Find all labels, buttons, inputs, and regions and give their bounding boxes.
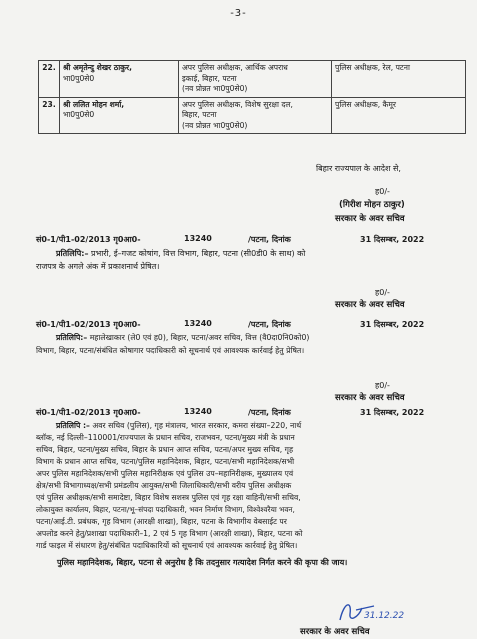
copy-text: विभाग, बिहार, पटना/संबंधित कोषागार पदाधिकारी को सूचनार्थ एवं आवश्यक कार्रवाई हेतु प्रेषित। [36,346,305,355]
memo-number: 13240 [184,234,212,243]
memo-number: 13240 [184,407,212,416]
copy-label: प्रतिलिपि:– महालेखाकार (ले0 एवं ह0), बिहार, पटना/अवर सचिव, वित्त (वै0दा0नि0को0) [56,333,310,342]
new-posting: पुलिस अधीक्षक, कैमूर [332,97,466,134]
copy-label: प्रतिलिपि:– प्रभारी, ई–गजट कोषांग, वित्त विभाग, बिहार, पटना (सी0डी0 के साथ) को [56,249,306,258]
signatory-name: (गिरीश मोहन ठाकुर) [339,200,405,210]
signatory-designation: सरकार के अवर सचिव [300,627,370,637]
memo-date: 31 दिसम्बर, 2022 [360,408,425,417]
handwritten-date: 31.12.22 [364,611,405,621]
new-posting: पुलिस अधीक्षक, रेल, पटना [332,61,466,98]
copy-text: अपर पुलिस महानिदेशक/सभी पुलिस महानिरीक्षक एवं पुलिस उप–महानिरीक्षक, मुख्यालय एवं [36,469,294,478]
officer-name: श्री अमृतेन्दु शेखर ठाकुर, भा0पु0से0 [60,61,179,98]
copy-text: विभाग के प्रधान आप्त सचिव, पटना/पुलिस महानिदेशक, बिहार, पटना/सभी महानिदेशक/सभी [36,457,295,466]
table-row [39,61,466,98]
memo-ref: सं0-1/पी1-02/2013 गृ0आ0- [36,408,141,417]
officer-name: श्री ललित मोहन शर्मा, भा0पु0से0 [60,97,179,134]
page-number: -3- [230,8,247,19]
row-number: 22. [39,61,60,98]
memo-place: /पटना, दिनांक [248,320,291,329]
memo-ref: सं0-1/पी1-02/2013 गृ0आ0- [36,320,141,329]
signatory-designation: सरकार के अवर सचिव [335,214,405,224]
memo-number: 13240 [184,319,212,328]
memo-place: /पटना, दिनांक [248,235,291,244]
signatory-designation: सरकार के अवर सचिव [335,393,405,403]
copy-text: राजपत्र के अगले अंक में प्रकाशनार्थ प्रेषित। [36,262,160,271]
copy-text: क्षेत्र/सभी विभागाध्यक्ष/सभी प्रमंडलीय आयुक्त/सभी जिलाधिकारी/सभी वरीय पुलिस अधीक्षक [36,481,292,490]
memo-date: 31 दिसम्बर, 2022 [360,235,425,244]
table-row [39,97,466,134]
copy-text: अपलोड करने हेतु/प्रशाखा पदाधिकारी–1, 2 एवं 5 गृह विभाग (आरक्षी शाखा), बिहार, पटना को [36,529,303,538]
copy-text: पटना/आई.टी. प्रबंधक, गृह विभाग (आरक्षी शाखा), बिहार, पटना के विभागीय वेबसाईट पर [36,517,287,526]
copy-text: गार्ड फाइल में संधारण हेतु/संबंधित पदाधिकारियों को सूचनार्थ एवं आवश्यक कार्रवाई हेतु प्रेषित। [36,541,298,550]
memo-date: 31 दिसम्बर, 2022 [360,320,425,329]
posting-table [38,60,466,134]
row-number: 23. [39,97,60,134]
signed-mark: ह0/- [375,288,390,297]
current-post: अपर पुलिस अधीक्षक, आर्थिक अपराध इकाई, बिहार, पटना (नव प्रोन्नत भा0पु0से0) [179,61,332,98]
handwritten-signature [334,596,414,626]
copy-text: सचिव, बिहार, पटना/मुख्य सचिव, बिहार के प्रधान आप्त सचिव, पटना/अपर मुख्य सचिव, गृह [36,445,294,454]
closing-request: पुलिस महानिदेशक, बिहार, पटना से अनुरोध है कि तदनुसार गत्यादेश निर्गत करने की कृपा की जाय। [57,558,348,567]
copy-label: प्रतिलिपि :– अवर सचिव (पुलिस), गृह मंत्रालय, भारत सरकार, कमरा संख्या–220, नार्थ [56,421,302,430]
current-post: अपर पुलिस अधीक्षक, विशेष सुरक्षा दल, बिहार, पटना (नव प्रोन्नत भा0पु0से0) [179,97,332,134]
signed-mark: ह0/- [375,187,390,196]
signed-mark: ह0/- [375,381,390,390]
copy-text: लोकायुक्त कार्यालय, बिहार, पटना/भू–संपदा पदाधिकारी, भवन निर्माण विभाग, विश्वेश्वरैया भवन, [36,505,295,514]
copy-text: एवं पुलिस अधीक्षक/सभी समादेष्टा, बिहार विशेष सशस्त्र पुलिस एवं गृह रक्षा वाहिनी/सभी सचिव, [36,493,301,502]
memo-ref: सं0-1/पी1-02/2013 गृ0आ0- [36,235,141,244]
signatory-designation: सरकार के अवर सचिव [335,300,405,310]
copy-text: ब्लॉक, नई दिल्ली–110001/राज्यपाल के प्रधान सचिव, राजभवन, पटना/मुख्य मंत्री के प्रधान [36,433,295,442]
memo-place: /पटना, दिनांक [248,408,291,417]
order-line: बिहार राज्यपाल के आदेश से, [316,164,401,173]
